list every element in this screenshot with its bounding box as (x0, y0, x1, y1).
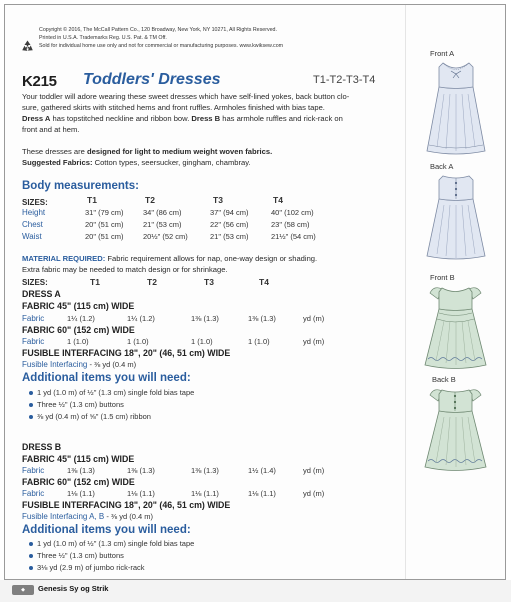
size-col-t3: T3 (213, 195, 223, 205)
description-line-2: sure, gathered skirts with stitched hems and front ruffles. Armholes finished with bias tape. (22, 103, 325, 112)
back-a-dress-illustration (411, 172, 501, 264)
sizes-label: SIZES: (22, 198, 48, 207)
dress-b-interfacing-label: Fusible Interfacing A, B (22, 512, 105, 521)
dress-a-interfacing-row (22, 360, 136, 369)
front-a-dress-illustration (411, 59, 501, 159)
dress-b-fabric45-t2: 1⅜ (1.3) (127, 466, 155, 475)
height-t3: 37" (94 cm) (210, 208, 249, 217)
dress-b-label: Dress B (191, 114, 221, 123)
front-a-label: Front A (430, 49, 455, 58)
dress-a-fabric45-label: Fabric (22, 314, 45, 323)
size-col-t4: T4 (273, 195, 283, 205)
text-column (5, 5, 405, 579)
copyright-line: Copyright © 2016, The McCall Pattern Co., 120 Broadway, New York, NY 10271, All Rights Reserved. (39, 27, 277, 33)
body-measurements-heading: Body measurements: (22, 180, 139, 192)
dress-b-item-text: 1 yd (1.0 m) of ½" (1.3 cm) single fold bias tape (37, 539, 195, 548)
dress-b-heading: DRESS B (22, 442, 62, 452)
dress-b-fabric45-t1: 1⅜ (1.3) (67, 466, 95, 475)
recycle-icon (20, 39, 35, 54)
dress-b-fabric60-t1: 1⅛ (1.1) (67, 489, 95, 498)
dress-b-text: has armhole ruffles and rick-rack on (220, 114, 343, 123)
height-label: Height (22, 208, 46, 217)
description-line-3 (22, 113, 343, 124)
size-range: T1-T2-T3-T4 (313, 74, 376, 86)
dress-b-fabric45-label: Fabric (22, 466, 45, 475)
dress-a-fabric45-t2: 1¼ (1.2) (127, 314, 155, 323)
material-sizes-label: SIZES: (22, 278, 48, 287)
dress-a-item-text: 1 yd (1.0 m) of ½" (1.3 cm) single fold bias tape (37, 388, 195, 397)
illustration-column (405, 5, 506, 579)
bullet-dot-icon (29, 566, 33, 570)
height-t1: 31" (79 cm) (85, 208, 124, 217)
dress-b-fabric45-t3: 1⅜ (1.3) (191, 466, 219, 475)
front-b-label: Front B (430, 273, 455, 282)
material-required-line (22, 253, 317, 264)
dress-a-item (29, 400, 124, 409)
material-required-label: MATERIAL REQUIRED: (22, 254, 106, 263)
chest-label: Chest (22, 220, 43, 229)
dress-a-item (29, 388, 194, 397)
dress-b-interfacing-value: - ⅜ yd (0.4 m) (104, 512, 154, 521)
dress-a-fabric45-heading: FABRIC 45" (115 cm) WIDE (22, 301, 135, 311)
dress-a-item-text: ⅜ yd (0.4 m) of ⅝" (1.5 cm) ribbon (37, 412, 151, 421)
waist-t3: 21" (53 cm) (210, 232, 249, 241)
bullet-dot-icon (29, 391, 33, 395)
usage-line: Sold for individual home use only and not for commercial or manufacturing purposes. www.kwiksew.com (39, 43, 284, 49)
dress-a-fabric45-unit: yd (m) (303, 314, 325, 323)
dress-a-item (29, 412, 151, 421)
waist-t4: 21½" (54 cm) (271, 232, 316, 241)
size-col-t1: T1 (87, 195, 97, 205)
waist-t1: 20" (51 cm) (85, 232, 124, 241)
description-line-1: Your toddler will adore wearing these sweet dresses which have self-lined yokes, back button clo- (22, 92, 350, 101)
dress-b-item (29, 539, 194, 548)
material-col-t4: T4 (259, 277, 269, 287)
dress-b-fabric45-heading: FABRIC 45" (115 cm) WIDE (22, 454, 135, 464)
fabric-weight-prefix: These dresses are (22, 147, 87, 156)
size-col-t2: T2 (145, 195, 155, 205)
material-required-text: Fabric requirement allows for nap, one-way design or shading. (105, 254, 318, 263)
suggested-fabrics-line (22, 157, 251, 168)
chest-t3: 22" (56 cm) (210, 220, 249, 229)
height-t4: 40" (102 cm) (271, 208, 314, 217)
dress-a-fabric60-label: Fabric (22, 337, 45, 346)
dress-b-item (29, 563, 145, 572)
waist-label: Waist (22, 232, 42, 241)
suggested-fabrics-label: Suggested Fabrics: (22, 158, 93, 167)
dress-b-interfacing-heading: FUSIBLE INTERFACING 18", 20" (46, 51 cm) WIDE (22, 500, 231, 510)
dress-a-interfacing-value: - ⅜ yd (0.4 m) (87, 360, 137, 369)
dress-b-fabric45-unit: yd (m) (303, 466, 325, 475)
dress-a-heading: DRESS A (22, 289, 61, 299)
shop-logo-icon: ◆ (12, 585, 34, 595)
bullet-dot-icon (29, 403, 33, 407)
dress-a-fabric60-t2: 1 (1.0) (127, 337, 149, 346)
pattern-code: K215 (22, 73, 57, 90)
dress-b-additional-heading: Additional items you will need: (22, 524, 191, 536)
dress-b-item-text: 3⅛ yd (2.9 m) of jumbo rick-rack (37, 563, 145, 572)
back-a-label: Back A (430, 162, 454, 171)
dress-a-label: Dress A (22, 114, 51, 123)
dress-a-item-text: Three ½" (1.3 cm) buttons (37, 400, 124, 409)
bullet-dot-icon (29, 554, 33, 558)
chest-t2: 21" (53 cm) (143, 220, 182, 229)
dress-b-fabric60-unit: yd (m) (303, 489, 325, 498)
description-line-4: front and at hem. (22, 125, 80, 134)
front-b-dress-illustration (408, 283, 503, 375)
fabric-weight-line (22, 146, 272, 157)
dress-a-fabric45-t4: 1⅜ (1.3) (248, 314, 276, 323)
dress-b-item (29, 551, 124, 560)
dress-a-fabric45-t3: 1⅜ (1.3) (191, 314, 219, 323)
back-b-label: Back B (432, 375, 456, 384)
dress-b-interfacing-row (22, 512, 153, 521)
dress-a-fabric60-t1: 1 (1.0) (67, 337, 89, 346)
bullet-dot-icon (29, 415, 33, 419)
suggested-fabrics-text: Cotton types, seersucker, gingham, chambray. (92, 158, 251, 167)
dress-a-additional-heading: Additional items you will need: (22, 372, 191, 384)
printed-line: Printed in U.S.A. Trademarks Reg. U.S. Pat. & TM Off. (39, 35, 167, 41)
dress-b-fabric60-label: Fabric (22, 489, 45, 498)
pattern-title: Toddlers' Dresses (83, 71, 221, 88)
dress-a-interfacing-heading: FUSIBLE INTERFACING 18", 20" (46, 51 cm) WIDE (22, 348, 231, 358)
dress-a-fabric60-heading: FABRIC 60" (152 cm) WIDE (22, 325, 135, 335)
dress-a-interfacing-label: Fusible Interfacing (22, 360, 88, 369)
height-t2: 34" (86 cm) (143, 208, 182, 217)
bullet-dot-icon (29, 542, 33, 546)
material-col-t2: T2 (147, 277, 157, 287)
shop-name: Genesis Sy og Strik (38, 584, 109, 593)
dress-b-item-text: Three ½" (1.3 cm) buttons (37, 551, 124, 560)
dress-a-fabric60-t4: 1 (1.0) (248, 337, 270, 346)
dress-a-fabric45-t1: 1¼ (1.2) (67, 314, 95, 323)
dress-b-fabric60-t3: 1⅛ (1.1) (191, 489, 219, 498)
dress-b-fabric60-t4: 1⅛ (1.1) (248, 489, 276, 498)
waist-t2: 20½" (52 cm) (143, 232, 188, 241)
chest-t4: 23" (58 cm) (271, 220, 310, 229)
dress-b-fabric60-heading: FABRIC 60" (152 cm) WIDE (22, 477, 135, 487)
dress-b-fabric45-t4: 1½ (1.4) (248, 466, 276, 475)
dress-a-fabric60-unit: yd (m) (303, 337, 325, 346)
extra-fabric-line: Extra fabric may be needed to match design or for shrinkage. (22, 265, 228, 274)
chest-t1: 20" (51 cm) (85, 220, 124, 229)
dress-a-fabric60-t3: 1 (1.0) (191, 337, 213, 346)
fabric-weight-bold: designed for light to medium weight woven fabrics. (87, 147, 273, 156)
back-b-dress-illustration (408, 385, 503, 477)
material-col-t3: T3 (204, 277, 214, 287)
envelope-panel (4, 4, 506, 580)
dress-a-text: has topstitched neckline and ribbon bow. (50, 114, 192, 123)
material-col-t1: T1 (90, 277, 100, 287)
dress-b-fabric60-t2: 1⅛ (1.1) (127, 489, 155, 498)
